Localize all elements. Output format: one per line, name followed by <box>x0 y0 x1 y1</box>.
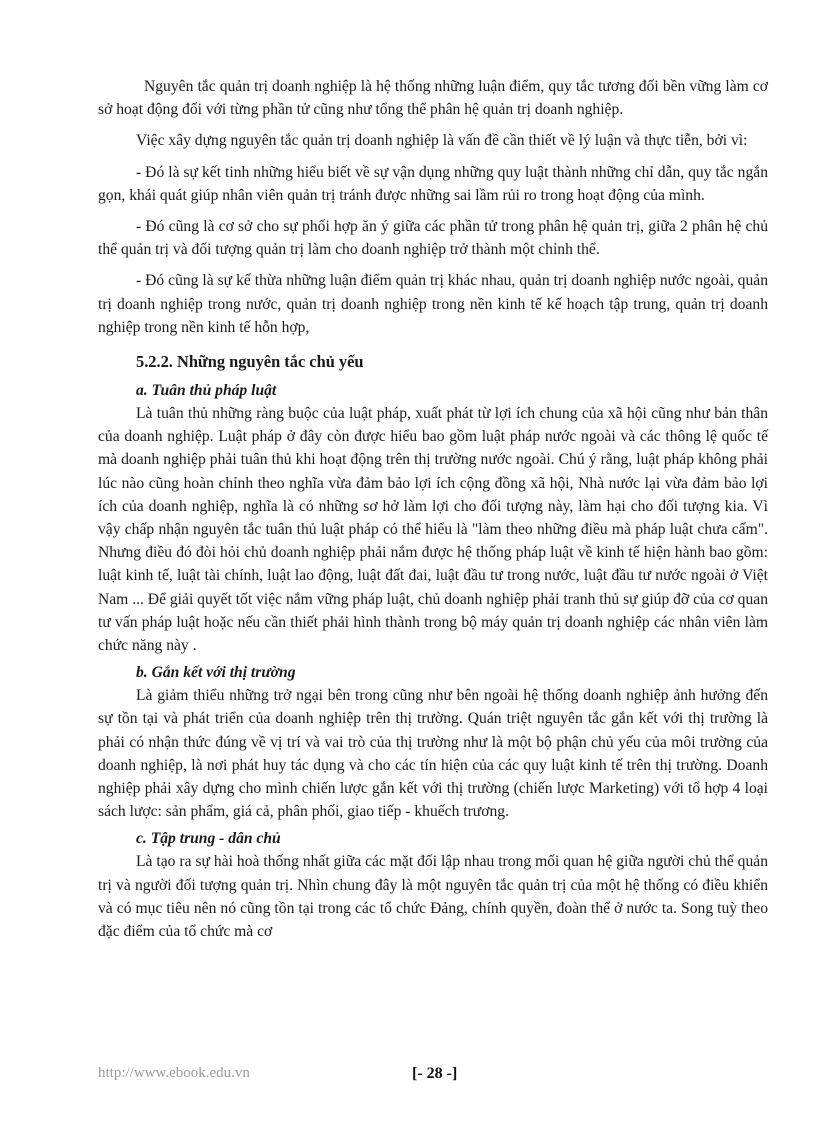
subsection-title-c: c. Tập trung - dân chủ <box>136 830 281 848</box>
why-paragraph: Việc xây dựng nguyên tắc quản trị doanh nghiệp là vấn đề cần thiết về lý luận và thực tiễn, bởi vì: <box>136 132 748 150</box>
reason-paragraph-2: - Đó cũng là cơ sở cho sự phối hợp ăn ý giữa các phần tử trong phân hệ quản trị, giữa 2 phân hệ chủ thể quản trị và đối tượng quản trị làm cho doanh nghiệp trở thành một chỉnh thể. <box>98 218 768 259</box>
reason-paragraph-1: - Đó là sự kết tinh những hiểu biết về sự vận dụng những quy luật thành những chỉ dẫn, quy tắc ngắn gọn, khái quát giúp nhân viên quản trị tránh được những sai lầm rủi ro trong hoạt động của mình. <box>98 163 768 204</box>
reason-paragraph-3: - Đó cũng là sự kế thừa những luận điểm quản trị khác nhau, quản trị doanh nghiệp nước ngoài, quản trị doanh nghiệp trong nước, quản trị doanh nghiệp trong nền kinh tế kế hoạch tập trung, quản trị doanh nghiệp trong nền kinh tế hỗn hợp, <box>98 272 768 336</box>
intro-paragraph: Nguyên tắc quản trị doanh nghiệp là hệ thống những luận điểm, quy tắc tương đối bền vững làm cơ sở hoạt động đối với từng phần tử cũng như tổng thể phân hệ quản trị doanh nghiệp. <box>98 78 768 119</box>
subsection-text-b: Là giảm thiểu những trở ngại bên trong cũng như bên ngoài hệ thống doanh nghiệp ảnh hưởng đến sự tồn tại và phát triển của doanh nghiệp trên thị trường. Quán triệt nguyên tắc gắn kết với thị trường là phải có nhận thức đúng về vị trí và vai trò của thị trường như là một bộ phận chủ yếu của môi trường của doanh nghiệp, là nơi phát huy tác dụng và cho các tín hiện của các quy luật kinh tế trên thị trường. Doanh nghiệp phải xây dựng cho mình chiến lược gắn kết với thị trường (chiến lược Marketing) với tổ hợp 4 loại sách lược: sản phẩm, giá cả, phân phối, giao tiếp - khuếch trương. <box>98 687 768 821</box>
footer-url: http://www.ebook.edu.vn <box>98 1065 250 1081</box>
subsection-title-b: b. Gắn kết với thị trường <box>136 664 296 682</box>
page-number: [- 28 -] <box>412 1065 458 1082</box>
page-content <box>98 75 768 943</box>
subsection-text-c: Là tạo ra sự hài hoà thống nhất giữa các mặt đối lập nhau trong mối quan hệ giữa người chủ thể quản trị và người đối tượng quản trị. Nhìn chung đây là một nguyên tắc quản trị của một hệ thống có điều khiển và có mục tiêu nên nó cũng tồn tại trong các tổ chức Đảng, chính quyền, đoàn thể ở nước ta. Song tuỳ theo đặc điểm của tổ chức mà cơ <box>98 853 768 941</box>
section-heading: 5.2.2. Những nguyên tắc chủ yếu <box>136 352 364 372</box>
subsection-title-a: a. Tuân thủ pháp luật <box>136 382 277 400</box>
subsection-text-a: Là tuân thủ những ràng buộc của luật pháp, xuất phát từ lợi ích chung của xã hội cũng như bản thân của doanh nghiệp. Luật pháp ở đây còn được hiểu bao gồm luật pháp nước ngoài và các thông lệ quốc tế mà doanh nghiệp phải tuân thủ khi hoạt động trên thị trường nước ngoài. Chú ý rằng, luật pháp không phải lúc nào cũng hoàn chỉnh theo nghĩa vừa đảm bảo lợi ích cộng đồng xã hội, Nhà nước lại vừa đảm bảo lợi ích của doanh nghiệp, nghĩa là có những sơ hở làm lợi cho đối tượng này, làm hại cho đối tượng kia. Vì vậy chấp nhận nguyên tắc tuân thủ luật pháp có thể hiểu là "làm theo những điều mà pháp luật chưa cấm". Nhưng điều đó đòi hỏi chủ doanh nghiệp phải nắm được hệ thống pháp luật về kinh tế hiện hành bao gồm: luật kinh tế, luật tài chính, luật lao động, luật đất đai, luật đầu tư trong nước, luật đầu tư nước ngoài ở Việt Nam ... Để giải quyết tốt việc nắm vững pháp luật, chủ doanh nghiệp phải tranh thủ sự giúp đỡ của cơ quan tư vấn pháp luật hoặc nếu cần thiết phải hình thành trong bộ máy quản trị doanh nghiệp các nhân viên làm chức năng này . <box>98 405 768 655</box>
